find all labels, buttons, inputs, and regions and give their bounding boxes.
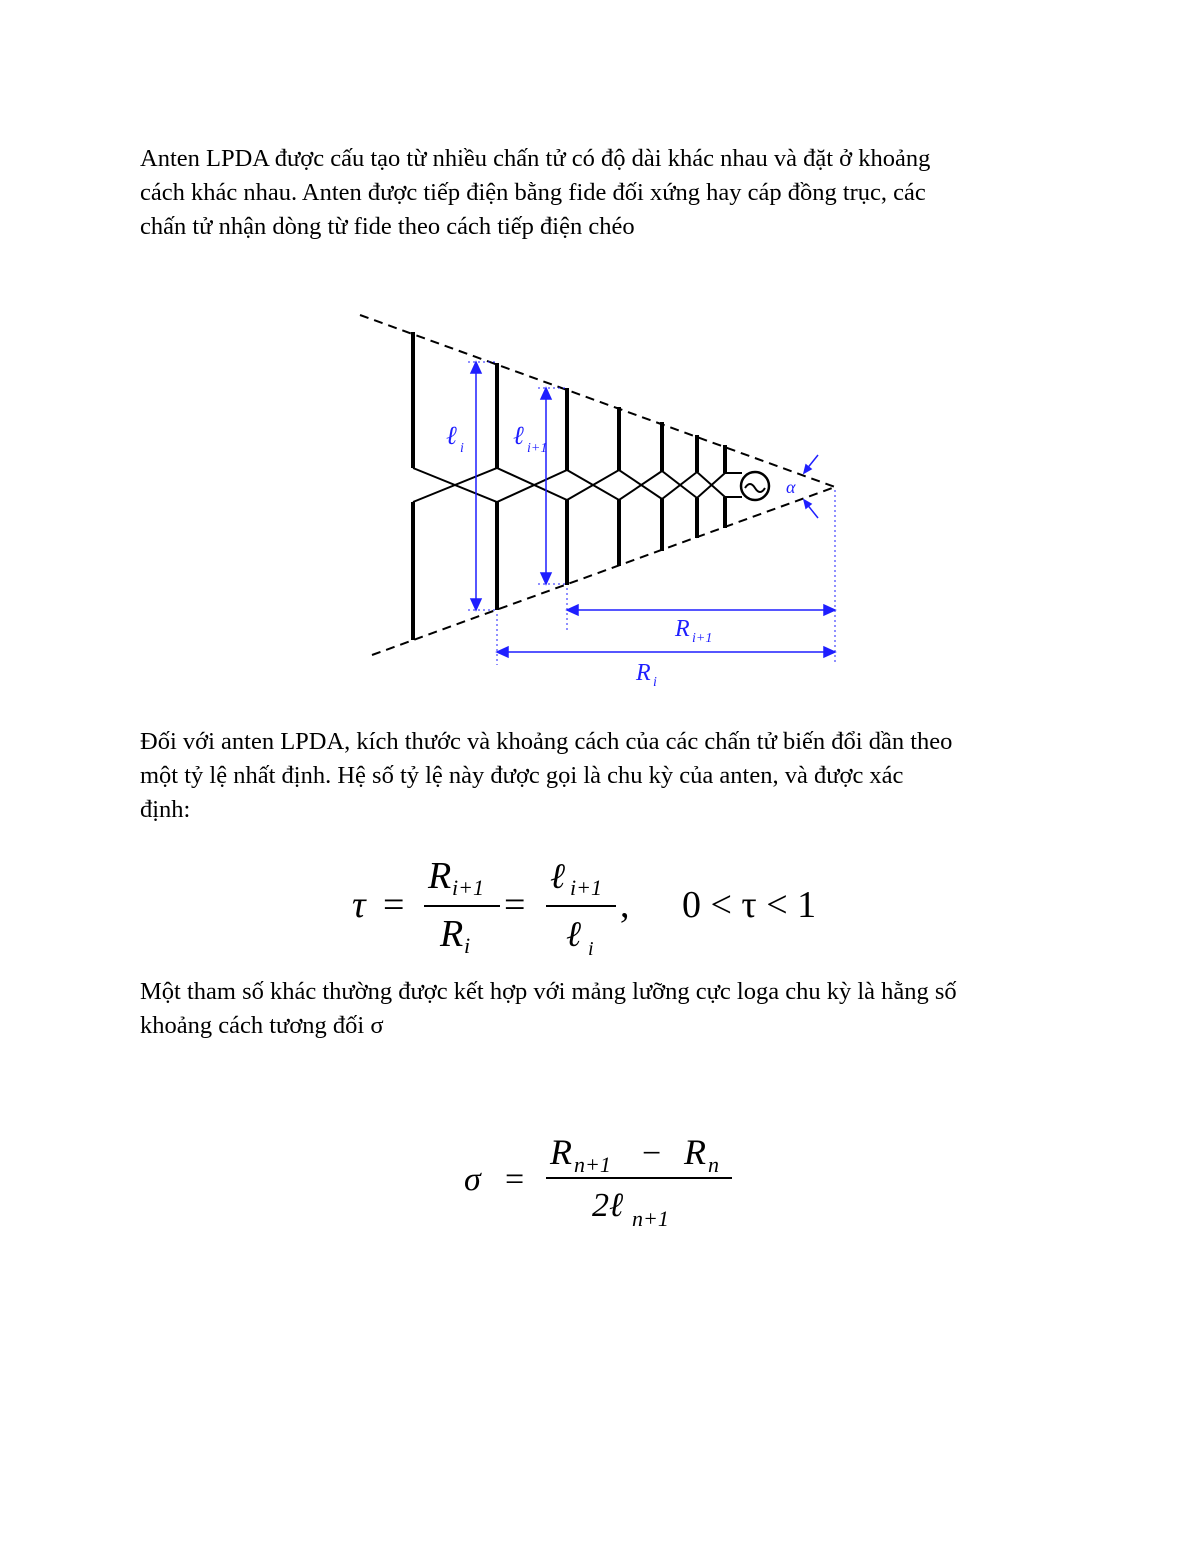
length-dimension-lines — [471, 362, 551, 610]
fraction1-numerator-sub: i+1 — [452, 875, 484, 900]
fraction1-numerator: R — [428, 855, 452, 897]
source-generator-icon — [741, 472, 769, 500]
equation-tau — [345, 845, 845, 965]
lpda-antenna-diagram — [350, 300, 850, 700]
lower-envelope-line — [372, 487, 835, 655]
fraction2-numerator-sub: i+1 — [570, 875, 602, 900]
numerator-r2-sub: n — [708, 1152, 719, 1177]
paragraph-period-definition — [140, 725, 1070, 827]
equals-sign: = — [505, 1161, 525, 1198]
text-line: khoảng cách tương đối σ — [140, 1012, 384, 1039]
distance-dimension-lines — [497, 605, 835, 657]
equals-sign-2: = — [504, 884, 526, 926]
fraction1-denominator-sub: i — [464, 933, 471, 958]
feed-line-a — [413, 468, 725, 502]
upper-envelope-line — [360, 315, 835, 487]
fraction2-denominator-sub: i — [588, 938, 594, 960]
numerator-r1-sub: n+1 — [574, 1152, 611, 1177]
equation-sigma — [455, 1120, 755, 1230]
alpha-angle-annotation — [804, 455, 818, 518]
fraction2-denominator: ℓ — [566, 914, 581, 954]
text-line: Anten LPDA được cấu tạo từ nhiều chấn tử có độ dài khác nhau và đặt ở khoảng — [140, 145, 931, 172]
alpha-label: α — [786, 477, 796, 497]
l-i1-subscript: i+1 — [527, 441, 548, 456]
text-line: Đối với anten LPDA, kích thước và khoảng cách của các chấn tử biến đổi dần theo — [140, 728, 953, 755]
text-line: Một tham số khác thường được kết hợp với mảng lưỡng cực loga chu kỳ là hằng số — [140, 978, 957, 1005]
minus-sign: − — [642, 1135, 662, 1172]
sigma-symbol: σ — [464, 1161, 481, 1198]
l-i1-label: ℓ — [513, 421, 524, 450]
crossed-feed-lines — [413, 468, 742, 502]
text-line: định: — [140, 796, 191, 823]
fraction1-denominator: R — [440, 913, 464, 955]
denominator: 2ℓ — [592, 1187, 624, 1224]
tau-symbol: τ — [352, 884, 366, 926]
condition: 0 < τ < 1 — [682, 884, 817, 926]
fraction2-numerator: ℓ — [550, 856, 565, 896]
r-i1-subscript: i+1 — [692, 631, 713, 646]
text-line: một tỷ lệ nhất định. Hệ số tỷ lệ này được gọi là chu kỳ của anten, và được xác — [140, 762, 904, 789]
paragraph-intro — [140, 142, 1070, 244]
l-i-label: ℓ — [446, 421, 457, 450]
r-i-subscript: i — [653, 675, 657, 690]
equals-sign: = — [383, 884, 405, 926]
r-i1-label: R — [675, 616, 690, 642]
numerator-r2: R — [684, 1132, 706, 1172]
extension-dotted-lines — [468, 362, 835, 665]
text-line: chấn tử nhận dòng từ fide theo cách tiếp điện chéo — [140, 213, 635, 240]
r-i-label: R — [636, 660, 651, 686]
paragraph-sigma-intro — [140, 975, 1070, 1043]
l-i-subscript: i — [460, 441, 464, 456]
denominator-sub: n+1 — [632, 1206, 669, 1230]
comma: , — [620, 884, 630, 926]
text-line: cách khác nhau. Anten được tiếp điện bằng fide đối xứng hay cáp đồng trục, các — [140, 179, 926, 206]
feed-line-b — [413, 468, 725, 502]
numerator-r1: R — [550, 1132, 572, 1172]
